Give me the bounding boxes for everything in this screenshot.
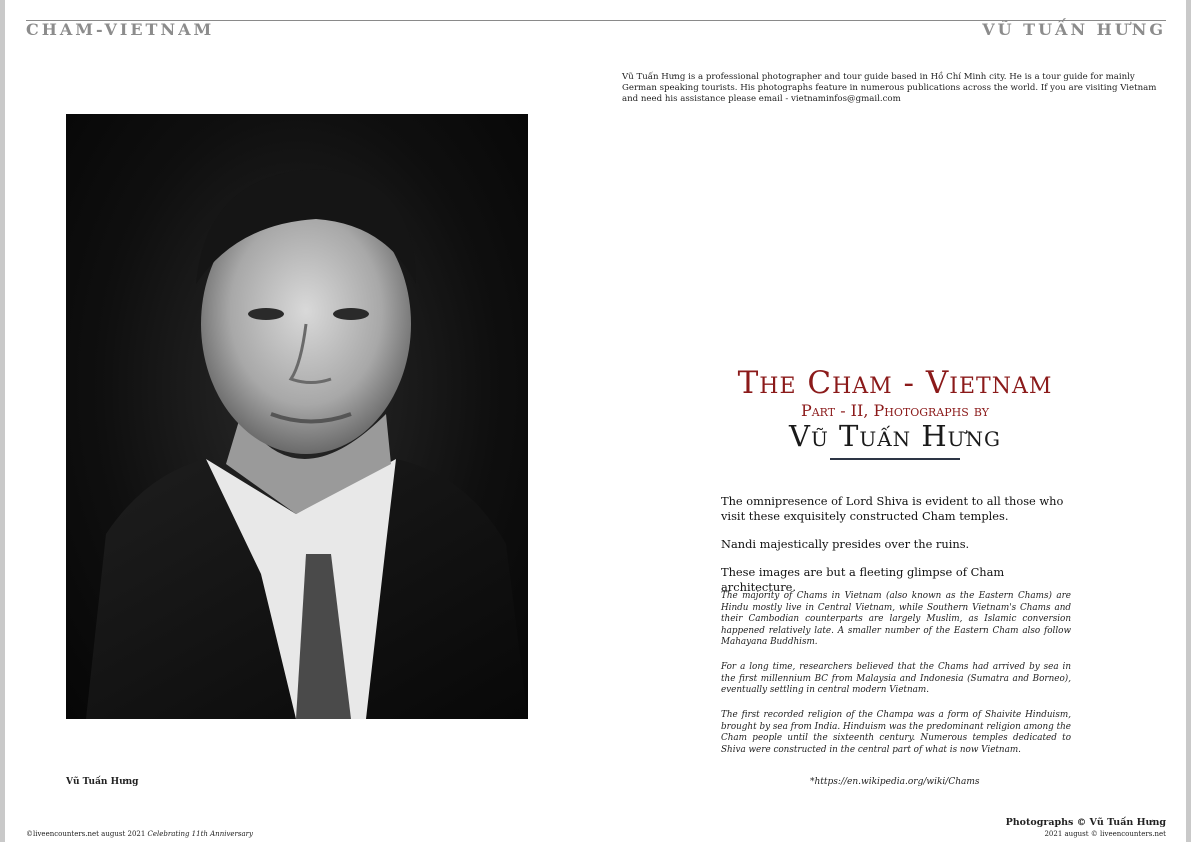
running-header-left: CHAM-VIETNAM bbox=[26, 20, 215, 39]
lead-paragraph-2: Nandi majestically presides over the ruins. bbox=[721, 537, 970, 551]
portrait-photo bbox=[66, 114, 528, 719]
lead-paragraph-3: These images are but a fleeting glimpse of Cham architecture. bbox=[721, 565, 1005, 594]
footer-right: 2021 august © liveencounters.net bbox=[1044, 830, 1166, 838]
body-paragraph-3: The first recorded religion of the Champa was a form of Shaivite Hinduism, brought by sea from India. Hinduism was the predominant religion among the Cham people until the sixteenth century. Numerous temples dedicated to Shiva were constructed in the central part of what is now Vietnam. bbox=[721, 710, 1071, 755]
page-frame-left bbox=[0, 0, 5, 842]
photographer-name: Vũ Tuấn Hưng bbox=[789, 419, 1001, 454]
lead-paragraph-1: The omnipresence of Lord Shiva is evident to all those who visit these exquisitely constructed Cham temples. bbox=[721, 494, 1064, 523]
photo-caption: Vũ Tuấn Hưng bbox=[66, 777, 139, 787]
footer-left-tagline: Celebrating 11th Anniversary bbox=[147, 830, 253, 838]
article-title: The Cham - Vietnam bbox=[737, 365, 1053, 401]
body-paragraph-2: For a long time, researchers believed that the Chams had arrived by sea in the first millennium BC from Malaysia and Indonesia (Sumatra and Borneo), eventually settling in central modern Vietnam. bbox=[721, 662, 1071, 696]
title-underline bbox=[830, 458, 960, 460]
footer-left-text: ©liveencounters.net august 2021 bbox=[26, 830, 148, 838]
source-reference: *https://en.wikipedia.org/wiki/Chams bbox=[810, 777, 980, 787]
author-bio: Vũ Tuấn Hưng is a professional photographer and tour guide based in Hồ Chí Minh city. He is a tour guide for mainly German speaking tourists. His photographs feature in numerous publications across the world. If you are visiting Vietnam and need his assistance please email - vietnaminfos@gmail.com bbox=[622, 72, 1157, 105]
footer-left bbox=[26, 830, 253, 838]
running-header-right: VŨ TUẤN HƯNG bbox=[982, 20, 1166, 39]
article-subtitle: Part - II, Photographs by bbox=[800, 400, 990, 420]
article-title-block bbox=[700, 366, 1090, 460]
body-paragraph-1: The majority of Chams in Vietnam (also known as the Eastern Chams) are Hindu mostly live in Central Vietnam, while Southern Vietnam's Chams and their Cambodian counterparts are largely Muslim, as Islamic conversion happened relatively late. A smaller number of the Eastern Cham also follow Mahayana Buddhism. bbox=[721, 591, 1071, 648]
page-frame-right bbox=[1186, 0, 1191, 842]
photo-credit: Photographs © Vũ Tuấn Hưng bbox=[1005, 817, 1166, 828]
